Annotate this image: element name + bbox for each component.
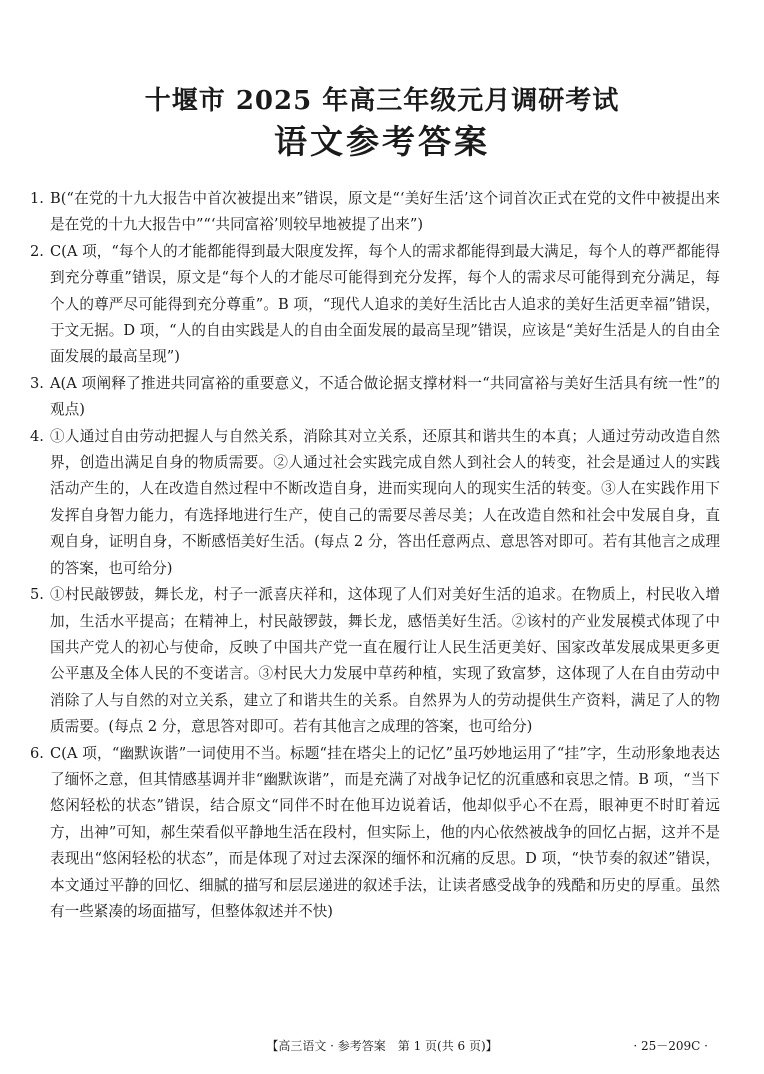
answer-text: C(A 项，“每个人的才能都能得到最大限度发挥，每个人的需求都能得到最大满足，每个人的尊严都能得到充分尊重”错误，原文是“每个人的才能尽可能得到充分发挥，每个人的需求尽可能得到充分满足，每个人的尊严尽可能得到充分尊重”。B 项，“现代人追求的美好生活比古人追求的美好生活更幸福”错误，于文无据。D 项，“人的自由实践是人的自由全面发展的最高呈现”错误，应该是“美好生活是人的自由全面发展的最高呈现”) (50, 242, 720, 366)
answer-text: A(A 项阐释了推进共同富裕的重要意义，不适合做论据支撑材料一“共同富裕与美好生活具有统一性”的观点) (50, 374, 720, 419)
answer-number: 3. (30, 374, 44, 392)
answer-number: 4. (30, 427, 44, 445)
answer-item-5 (30, 582, 720, 740)
document-subtitle: 语文参考答案 (274, 122, 490, 161)
answer-text: B(“在党的十九大报告中首次被提出来”错误，原文是“‘美好生活’这个词首次正式在党的文件中被提出来是在党的十九大报告中”“‘共同富裕’则较早地被提了出来”) (50, 190, 720, 234)
answer-text: C(A 项，“幽默诙谐”一词使用不当。标题“挂在塔尖上的记忆”虽巧妙地运用了“挂”字，生动形象地表达了缅怀之意，但其情感基调并非“幽默诙谐”，而是充满了对战争记忆的沉重感和哀思之情。B 项，“当下悠闲轻松的状态”错误，结合原文“同伴不时在他耳边说着话，他却似乎心不在焉，眼神更不时盯着远方，出神”可知，郝生荣看似平静地生活在段村，但实际上，他的内心依然被战争的回忆占据，这并不是表现出“悠闲轻松的状态”，而是体现了对过去深深的缅怀和沉痛的反思。D 项，“快节奏的叙述”错误，本文通过平静的回忆、细腻的描写和层层递进的叙述手法，让读者感受战争的残酷和历史的厚重。虽然有一些紧凑的场面描写，但整体叙述并不快) (50, 744, 720, 920)
answer-list (30, 186, 720, 925)
answer-item-1 (30, 186, 720, 239)
answer-number: 5. (30, 586, 44, 604)
answer-item-3 (30, 371, 720, 424)
answer-text: ①人通过自由劳动把握人与自然关系，消除其对立关系，还原其和谐共生的本真；人通过劳动改造自然界，创造出满足自身的物质需要。②人通过社会实践完成自然人到社会人的转变，社会是通过人的实践活动产生的，人在改造自然过程中不断改造自身，进而实现向人的现实生活的转变。③人在实践作用下发挥自身智力能力，有选择地进行生产，使自己的需要尽善尽美；人在改造自然和社会中发展自身，直观自身，证明自身，不断感悟美好生活。(每点 2 分，答出任意两点、意思答对即可。若有其他言之成理的答案，也可给分) (50, 427, 720, 577)
answer-text: ①村民敲锣鼓，舞长龙，村子一派喜庆祥和，这体现了人们对美好生活的追求。在物质上，村民收入增加，生活水平提高；在精神上，村民敲锣鼓，舞长龙，感悟美好生活。②该村的产业发展模式体现了中国共产党人的初心与使命，反映了中国共产党一直在履行让人民生活更美好、国家改革发展成果更多更公平惠及全体人民的不变诺言。③村民大力发展中草药种植，实现了致富梦，这体现了人在自由劳动中消除了人与自然的对立关系，建立了和谐共生的关系。自然界为人的劳动提供生产资料，满足了人的物质需要。(每点 2 分，意思答对即可。若有其他言之成理的答案，也可给分) (50, 586, 720, 736)
answer-item-4 (30, 424, 720, 582)
page-footer (0, 1037, 764, 1057)
answer-item-2 (30, 239, 720, 371)
footer-page-info: 【高三语文 · 参考答案 第 1 页(共 6 页)】 (266, 1039, 498, 1053)
footer-code: · 25－209C · (633, 1039, 708, 1053)
answer-item-6 (30, 741, 720, 926)
answer-number: 1. (30, 190, 44, 207)
answer-number: 6. (30, 744, 44, 762)
answer-number: 2. (30, 242, 44, 260)
document-title: 十堰市 2025 年高三年级元月调研考试 (144, 86, 620, 116)
